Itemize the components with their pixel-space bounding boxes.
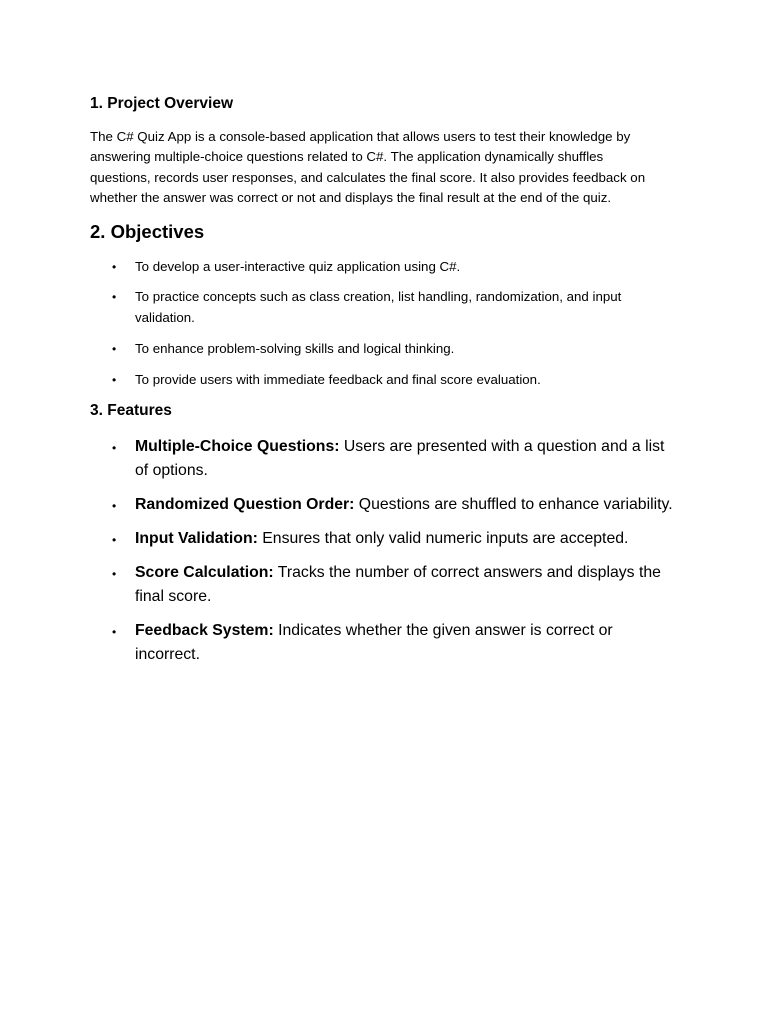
feature-term: Randomized Question Order: xyxy=(135,496,355,513)
feature-description-continued: final score. xyxy=(135,587,212,605)
feature-text xyxy=(135,619,685,666)
feature-description: Indicates whether the given answer is correct or xyxy=(273,622,613,639)
bullet-icon: • xyxy=(112,260,117,274)
feature-text xyxy=(135,493,685,517)
feature-description: Ensures that only valid numeric inputs are accepted. xyxy=(257,530,629,547)
bullet-icon: • xyxy=(112,342,117,356)
feature-description-continued: of options. xyxy=(135,461,208,479)
bullet-icon: • xyxy=(112,567,117,581)
paragraph-line: The C# Quiz App is a console-based application that allows users to test their knowledge by xyxy=(90,129,631,144)
bullet-icon: • xyxy=(112,290,117,304)
feature-text xyxy=(135,435,685,482)
bullet-icon: • xyxy=(112,441,117,455)
section-heading-features: 3. Features xyxy=(90,402,172,419)
project-overview-paragraph xyxy=(90,127,675,208)
paragraph-line: whether the answer was correct or not and displays the final result at the end of the quiz. xyxy=(90,189,612,205)
objective-line: To enhance problem-solving skills and logical thinking. xyxy=(135,341,455,356)
bullet-icon: • xyxy=(112,373,117,387)
feature-text xyxy=(135,527,685,551)
feature-description: Questions are shuffled to enhance variability. xyxy=(354,496,673,513)
bullet-icon: • xyxy=(112,625,117,639)
section-heading-objectives: 2. Objectives xyxy=(90,221,205,242)
paragraph-line: answering multiple-choice questions related to C#. The application dynamically shuffles xyxy=(90,149,604,165)
section-heading-project-overview: 1. Project Overview xyxy=(90,95,234,112)
objective-text xyxy=(135,339,675,360)
feature-term: Multiple-Choice Questions: xyxy=(135,438,340,455)
objective-line: validation. xyxy=(135,309,195,325)
objective-line: To develop a user-interactive quiz application using C#. xyxy=(135,259,461,274)
objective-text xyxy=(135,287,675,328)
paragraph-line: questions, records user responses, and calculates the final score. It also provides feedback on xyxy=(90,169,646,185)
feature-term: Input Validation: xyxy=(135,530,258,547)
feature-text xyxy=(135,561,685,608)
objective-text xyxy=(135,257,675,278)
bullet-icon: • xyxy=(112,499,117,513)
feature-description: Users are presented with a question and a list xyxy=(339,438,665,455)
objective-text xyxy=(135,370,675,391)
feature-description: Tracks the number of correct answers and displays the xyxy=(273,564,661,581)
objective-line: To practice concepts such as class creation, list handling, randomization, and input xyxy=(135,289,622,304)
bullet-icon: • xyxy=(112,533,117,547)
objective-line: To provide users with immediate feedback and final score evaluation. xyxy=(135,372,541,387)
feature-term: Score Calculation: xyxy=(135,564,274,581)
feature-term: Feedback System: xyxy=(135,622,274,639)
feature-description-continued: incorrect. xyxy=(135,645,200,663)
